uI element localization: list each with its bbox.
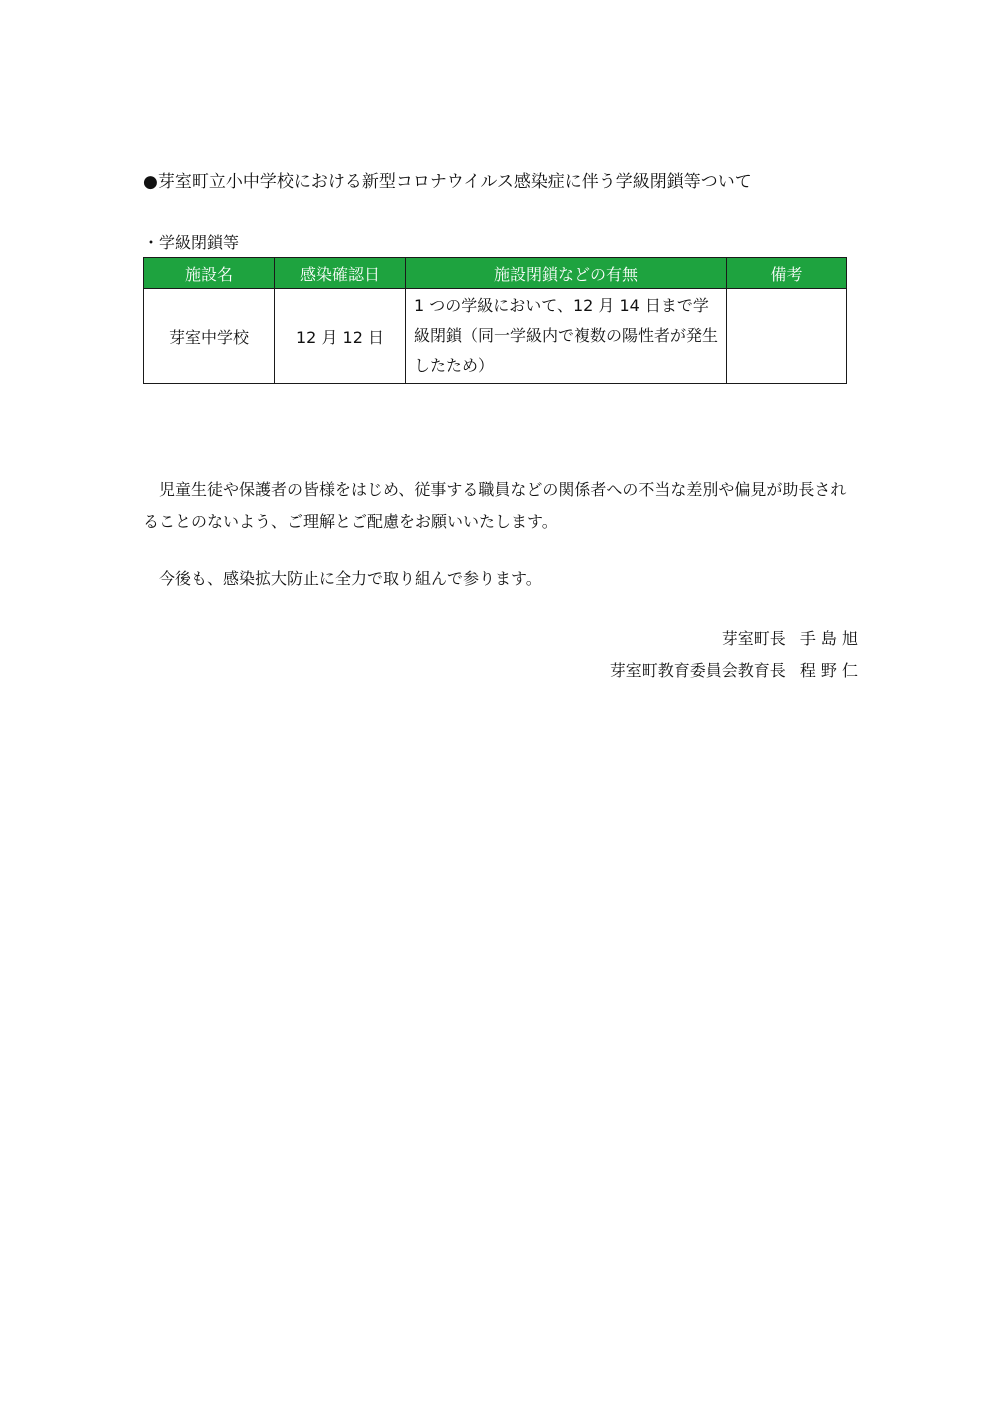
cell-closure-status: 1 つの学級において、12 月 14 日まで学級閉鎖（同一学級内で複数の陽性者が発生したため）	[406, 289, 727, 384]
signature-role: 芽室町長	[721, 629, 786, 648]
signature-role: 芽室町教育委員会教育長	[609, 661, 786, 680]
signature-mayor	[722, 627, 858, 651]
closure-table	[143, 257, 847, 384]
body-paragraph-request: 児童生徒や保護者の皆様をはじめ、従事する職員などの関係者への不当な差別や偏見が助長されることのないよう、ご理解とご配慮をお願いいたします。	[143, 480, 847, 531]
table-header-row	[144, 258, 847, 289]
body-paragraph-commitment: 今後も、感染拡大防止に全力で取り組んで参ります。	[159, 569, 542, 588]
cell-confirmed-date: 12 月 12 日	[275, 289, 406, 384]
column-header-closure-status: 施設閉鎖などの有無	[406, 258, 727, 289]
cell-remarks	[727, 289, 847, 384]
signature-superintendent	[610, 659, 858, 683]
section-label: ・学級閉鎖等	[143, 233, 240, 252]
column-header-remarks: 備考	[727, 258, 847, 289]
signature-name: 手 島 旭	[799, 629, 858, 648]
column-header-facility: 施設名	[144, 258, 275, 289]
cell-facility: 芽室中学校	[144, 289, 275, 384]
document-title: ●芽室町立小中学校における新型コロナウイルス感染症に伴う学級閉鎖等ついて	[143, 172, 752, 192]
table-row	[144, 289, 847, 384]
signature-name: 程 野 仁	[799, 661, 858, 680]
column-header-confirmed-date: 感染確認日	[275, 258, 406, 289]
